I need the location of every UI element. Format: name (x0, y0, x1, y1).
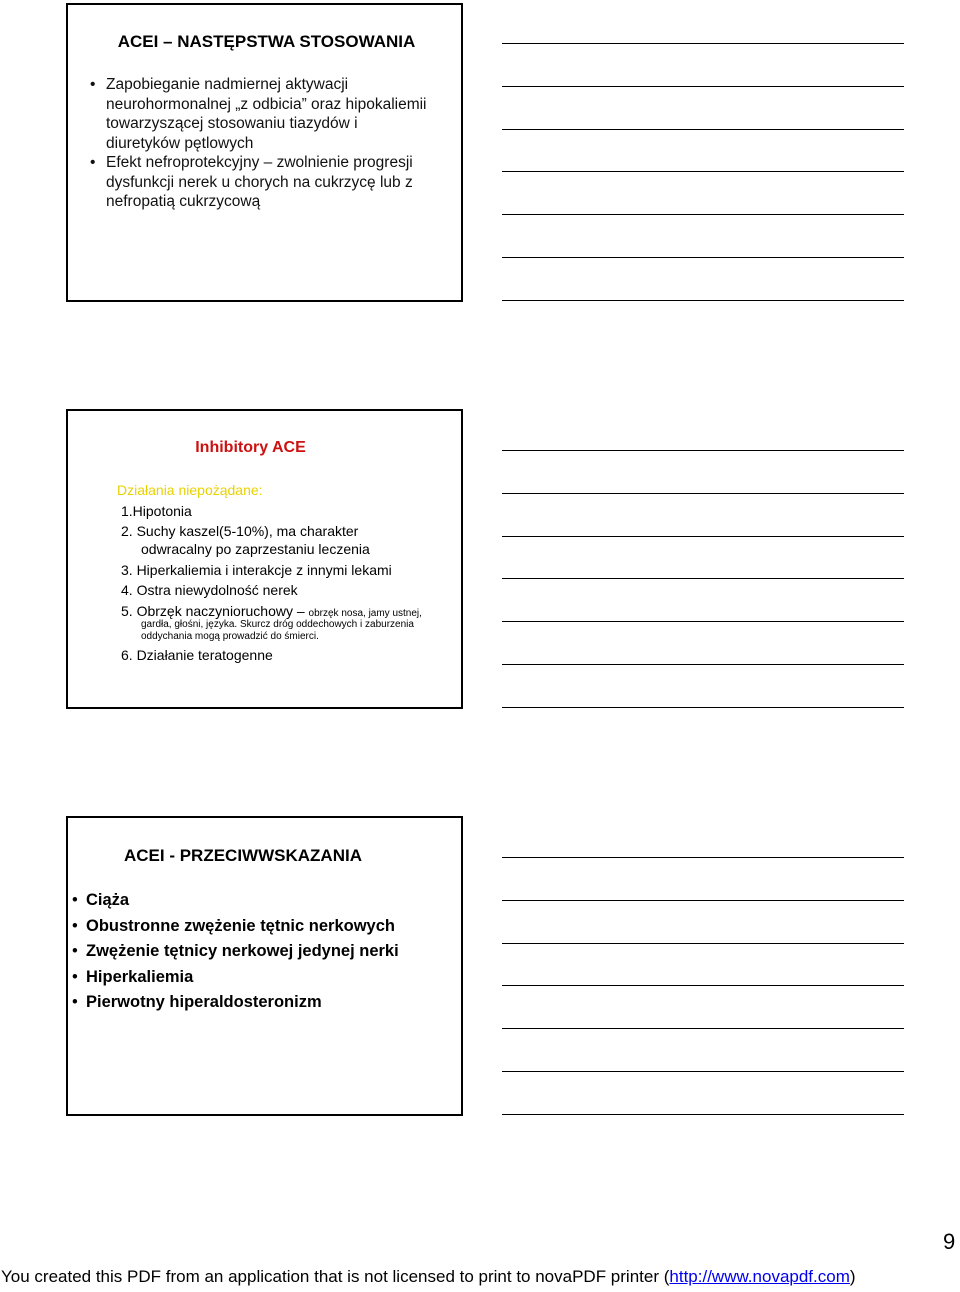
note-line (502, 450, 904, 451)
slide-3-bullet-list (70, 888, 399, 1016)
list-item: • Zwężenie tętnicy nerkowej jedynej nerki (70, 939, 399, 965)
adverse-effect-detail: gardła, głośni, języka. Skurcz dróg oddechowych i zaburzenia (141, 619, 414, 630)
list-item: • Efekt nefroprotekcyjny – zwolnienie progresji dysfunkcji nerek u chorych na cukrzycę lub z nefropatią cukrzycową (88, 153, 428, 212)
adverse-effect-item: 3. Hiperkaliemia i interakcje z innymi lekami (121, 562, 392, 578)
note-line (502, 129, 904, 130)
note-line (502, 621, 904, 622)
adverse-effect-item: 4. Ostra niewydolność nerek (121, 582, 298, 598)
note-line (502, 257, 904, 258)
slide-3 (66, 816, 463, 1116)
slide-1-title: ACEI – NASTĘPSTWA STOSOWANIA (117, 32, 416, 51)
note-line (502, 1114, 904, 1115)
note-line (502, 214, 904, 215)
adverse-effect-detail: oddychania mogą prowadzić do śmierci. (141, 631, 319, 642)
note-line (502, 707, 904, 708)
footer-notice (1, 1267, 856, 1287)
note-line (502, 171, 904, 172)
note-line (502, 300, 904, 301)
novapdf-link[interactable]: http://www.novapdf.com (669, 1267, 850, 1286)
list-item: • Obustronne zwężenie tętnic nerkowych (70, 914, 399, 940)
list-item: • Ciąża (70, 888, 399, 914)
list-item: • Zapobieganie nadmiernej aktywacji neurohormonalnej „z odbicia” oraz hipokaliemii towarzyszącej stosowaniu tiazydów i diuretyków pętlowych (88, 75, 428, 153)
slide-1 (66, 3, 463, 302)
note-line (502, 1028, 904, 1029)
adverse-effect-item-continued: odwracalny po zaprzestaniu leczenia (141, 541, 370, 557)
slide-1-bullet-list (88, 75, 428, 212)
list-item: • Pierwotny hiperaldosteronizm (70, 990, 399, 1016)
list-item: • Hiperkaliemia (70, 965, 399, 991)
slide-2-subtitle: Działania niepożądane: (117, 482, 263, 498)
note-line (502, 493, 904, 494)
slide-2-title: Inhibitory ACE (195, 439, 306, 456)
slide-2 (66, 409, 463, 709)
adverse-effect-label: 5. Obrzęk naczynioruchowy – (121, 603, 305, 619)
note-line (502, 664, 904, 665)
note-line (502, 43, 904, 44)
note-line (502, 86, 904, 87)
note-line (502, 578, 904, 579)
note-line (502, 1071, 904, 1072)
page-number: 9 (943, 1229, 956, 1254)
note-line (502, 900, 904, 901)
adverse-effect-item: 2. Suchy kaszel(5-10%), ma charakter (121, 523, 359, 539)
note-line (502, 943, 904, 944)
note-line (502, 536, 904, 537)
note-line (502, 985, 904, 986)
footer-text-end: ) (849, 1267, 856, 1286)
adverse-effect-detail: obrzęk nosa, jamy ustnej, (308, 608, 422, 619)
footer-text: You created this PDF from an application that is not licensed to print to novaPDF printer ( (1, 1267, 670, 1286)
note-line (502, 857, 904, 858)
adverse-effect-item: 6. Działanie teratogenne (121, 647, 273, 663)
adverse-effect-item: 1.Hipotonia (121, 503, 192, 519)
slide-3-title: ACEI - PRZECIWWSKAZANIA (124, 846, 362, 865)
